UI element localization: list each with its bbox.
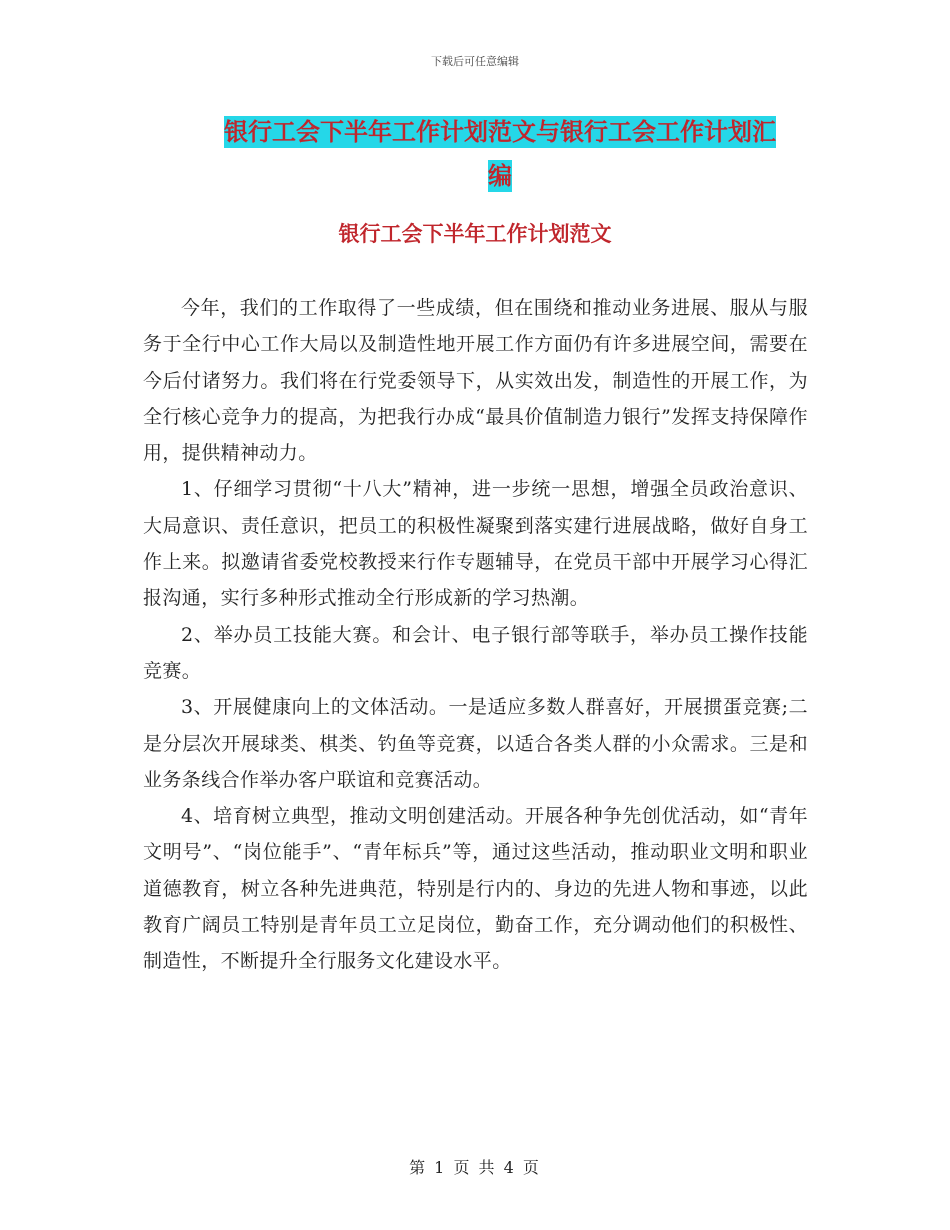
- paragraph-intro: 今年，我们的工作取得了一些成绩，但在围绕和推动业务进展、服从与服务于全行中心工作大局以及制造性地开展工作方面仍有许多进展空间，需要在今后付诸努力。我们将在行党委领导下，从实效出发，制造性的开展工作，为全行核心竞争力的提高，为把我行办成“最具价值制造力银行”发挥支持保障作用，提供精神动力。: [143, 297, 808, 465]
- document-title: [195, 110, 805, 198]
- document-title-line2: 编: [488, 162, 512, 190]
- paragraph-item-2: 2、举办员工技能大赛。和会计、电子银行部等联手，举办员工操作技能竞赛。: [143, 623, 808, 682]
- document-title-line1: 银行工会下半年工作计划范文与银行工会工作计划汇: [224, 118, 776, 146]
- paragraph-item-1: 1、仔细学习贯彻“十八大”精神，进一步统一思想，增强全员政治意识、大局意识、责任意识，把员工的积极性凝聚到落实建行进展战略，做好自身工作上来。拟邀请省委党校教授来行作专题辅导，在党员干部中开展学习心得汇报沟通，实行多种形式推动全行形成新的学习热潮。: [143, 478, 808, 610]
- page-footer: 第 1 页 共 4 页: [409, 1158, 541, 1177]
- document-body: [143, 290, 808, 980]
- header-note: 下载后可任意编辑: [431, 55, 519, 68]
- paragraph-item-3: 3、开展健康向上的文体活动。一是适应多数人群喜好，开展掼蛋竞赛;二是分层次开展球类、棋类、钓鱼等竞赛，以适合各类人群的小众需求。三是和业务条线合作举办客户联谊和竞赛活动。: [143, 696, 808, 791]
- section-title: 银行工会下半年工作计划范文: [338, 222, 612, 246]
- paragraph-item-4: 4、培育树立典型，推动文明创建活动。开展各种争先创优活动，如“青年文明号”、“岗位能手”、“青年标兵”等，通过这些活动，推动职业文明和职业道德教育，树立各种先进典范，特别是行内的、身边的先进人物和事迹，以此教育广阔员工特别是青年员工立足岗位，勤奋工作，充分调动他们的积极性、制造性，不断提升全行服务文化建设水平。: [143, 805, 808, 973]
